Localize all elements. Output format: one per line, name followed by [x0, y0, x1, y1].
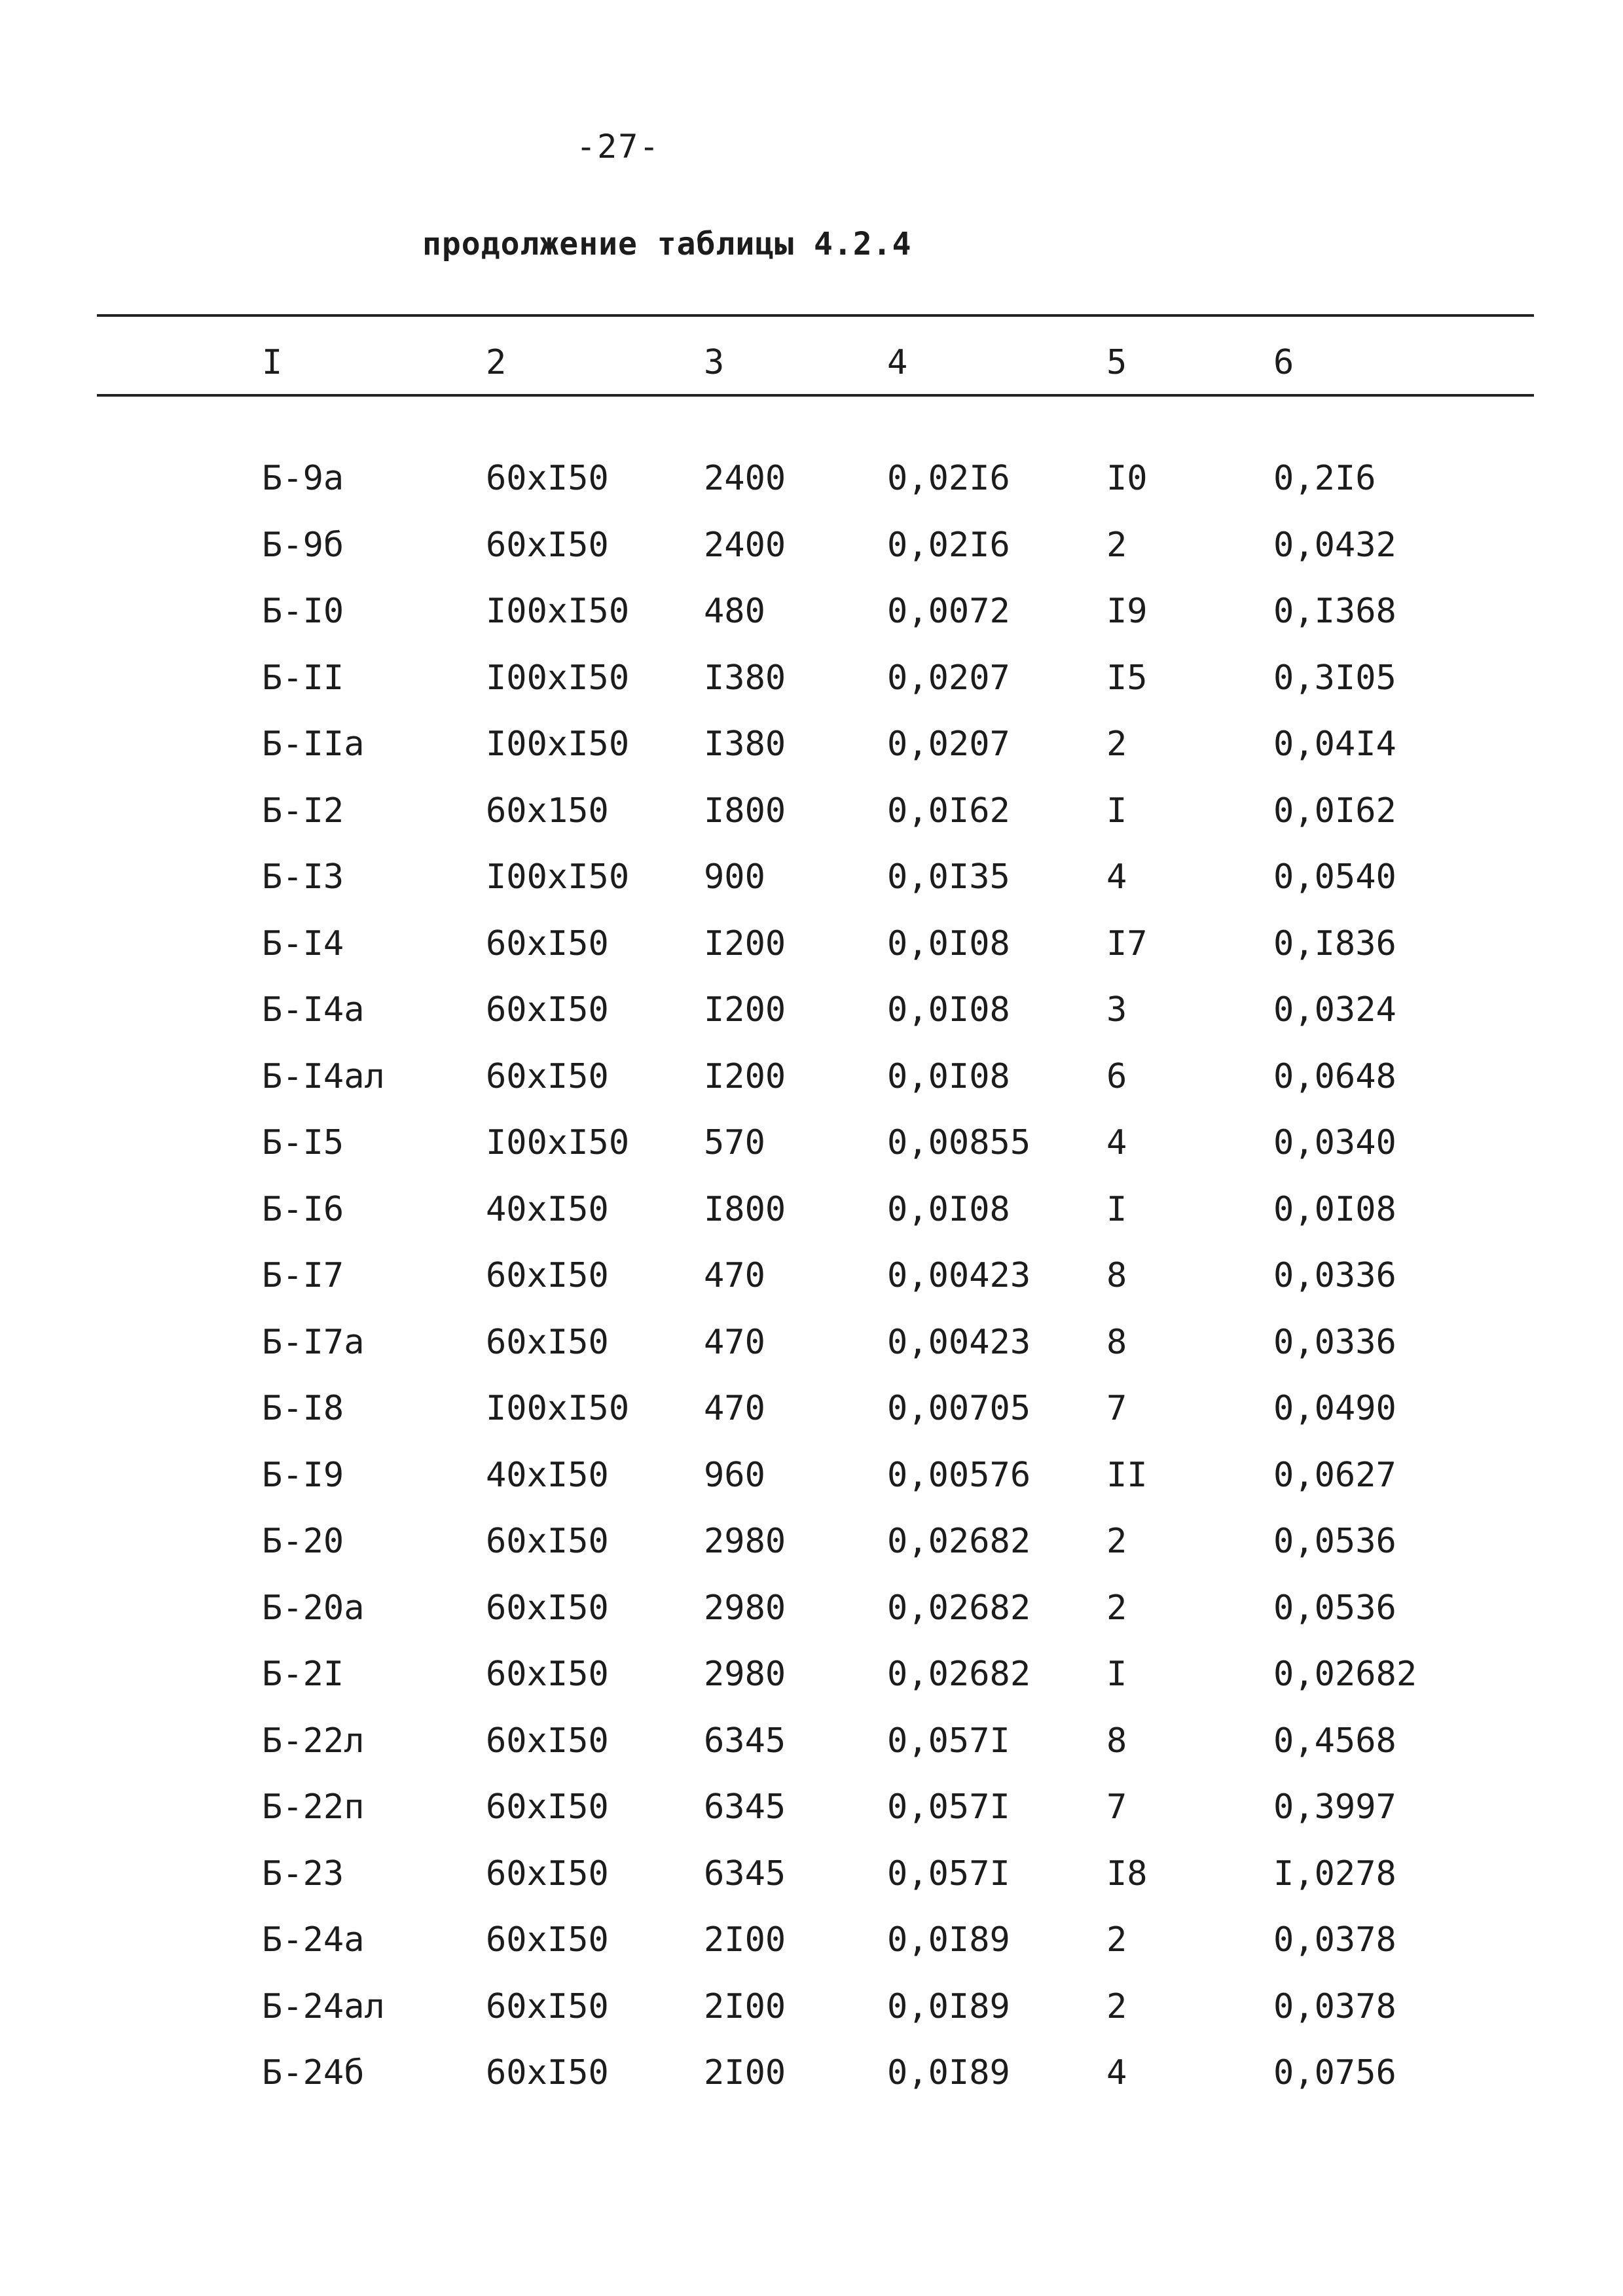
- column-header-3: 3: [704, 343, 725, 382]
- cell-section: 60хI50: [486, 526, 609, 565]
- cell-section: I00хI50: [486, 725, 630, 764]
- cell-total-volume: 0,0432: [1273, 526, 1396, 565]
- cell-length: 2400: [704, 459, 786, 498]
- cell-total-volume: 0,3I05: [1273, 658, 1396, 698]
- cell-count: 4: [1106, 2053, 1127, 2092]
- cell-mark: Б-I4а: [262, 990, 365, 1030]
- cell-length: 2I00: [704, 2053, 786, 2092]
- cell-total-volume: I,0278: [1273, 1854, 1396, 1893]
- cell-section: 60хI50: [486, 924, 609, 963]
- cell-volume: 0,0I08: [887, 1190, 1010, 1229]
- cell-total-volume: 0,0756: [1273, 2053, 1396, 2092]
- cell-volume: 0,02I6: [887, 459, 1010, 498]
- cell-total-volume: 0,0627: [1273, 1456, 1396, 1495]
- cell-volume: 0,0072: [887, 592, 1010, 631]
- cell-mark: Б-I0: [262, 592, 344, 631]
- cell-mark: Б-I2: [262, 791, 344, 831]
- cell-length: I800: [704, 1190, 786, 1229]
- cell-volume: 0,0207: [887, 725, 1010, 764]
- cell-count: I5: [1106, 658, 1148, 698]
- cell-volume: 0,02682: [887, 1588, 1031, 1628]
- cell-total-volume: 0,0I62: [1273, 791, 1396, 831]
- cell-count: II: [1106, 1456, 1148, 1495]
- cell-count: I8: [1106, 1854, 1148, 1893]
- cell-length: 960: [704, 1456, 765, 1495]
- cell-count: 8: [1106, 1721, 1127, 1761]
- cell-volume: 0,057I: [887, 1721, 1010, 1761]
- cell-section: I00хI50: [486, 1389, 630, 1428]
- cell-length: 2I00: [704, 1987, 786, 2026]
- cell-total-volume: 0,0340: [1273, 1123, 1396, 1162]
- cell-volume: 0,0I08: [887, 990, 1010, 1030]
- cell-length: 6345: [704, 1854, 786, 1893]
- cell-total-volume: 0,I368: [1273, 592, 1396, 631]
- cell-mark: Б-IIа: [262, 725, 365, 764]
- cell-mark: Б-22п: [262, 1787, 365, 1827]
- cell-count: I: [1106, 1655, 1127, 1694]
- cell-section: 60хI50: [486, 990, 609, 1030]
- cell-length: 900: [704, 857, 765, 897]
- cell-total-volume: 0,0648: [1273, 1057, 1396, 1096]
- cell-length: I380: [704, 725, 786, 764]
- cell-length: 2400: [704, 526, 786, 565]
- table-header-rule: [97, 394, 1534, 397]
- column-header-2: 2: [486, 343, 507, 382]
- cell-mark: Б-20а: [262, 1588, 365, 1628]
- cell-section: 60х150: [486, 791, 609, 831]
- cell-volume: 0,0I08: [887, 1057, 1010, 1096]
- cell-volume: 0,0I08: [887, 924, 1010, 963]
- cell-section: 60хI50: [486, 1920, 609, 1960]
- cell-length: I380: [704, 658, 786, 698]
- cell-count: 2: [1106, 526, 1127, 565]
- table-top-rule: [97, 314, 1534, 317]
- page-number: -27-: [576, 128, 661, 166]
- cell-volume: 0,0I35: [887, 857, 1010, 897]
- cell-section: 40хI50: [486, 1456, 609, 1495]
- cell-mark: Б-I9: [262, 1456, 344, 1495]
- cell-count: I0: [1106, 459, 1148, 498]
- cell-count: 6: [1106, 1057, 1127, 1096]
- column-header-5: 5: [1106, 343, 1127, 382]
- table-caption: продолжение таблицы 4.2.4: [422, 226, 912, 262]
- cell-volume: 0,00576: [887, 1456, 1031, 1495]
- cell-mark: Б-24а: [262, 1920, 365, 1960]
- cell-total-volume: 0,0540: [1273, 857, 1396, 897]
- cell-total-volume: 0,0336: [1273, 1256, 1396, 1295]
- cell-mark: Б-24б: [262, 2053, 365, 2092]
- cell-length: 2980: [704, 1655, 786, 1694]
- cell-count: I: [1106, 1190, 1127, 1229]
- cell-total-volume: 0,0378: [1273, 1920, 1396, 1960]
- cell-volume: 0,057I: [887, 1854, 1010, 1893]
- cell-mark: Б-9б: [262, 526, 344, 565]
- cell-count: 2: [1106, 1522, 1127, 1561]
- cell-count: 7: [1106, 1787, 1127, 1827]
- cell-mark: Б-I7а: [262, 1323, 365, 1362]
- cell-section: 60хI50: [486, 1057, 609, 1096]
- cell-volume: 0,0I62: [887, 791, 1010, 831]
- cell-total-volume: 0,04I4: [1273, 725, 1396, 764]
- cell-count: 2: [1106, 1920, 1127, 1960]
- cell-section: 60хI50: [486, 1588, 609, 1628]
- cell-section: 60хI50: [486, 2053, 609, 2092]
- cell-volume: 0,00423: [887, 1323, 1031, 1362]
- cell-section: 40хI50: [486, 1190, 609, 1229]
- cell-length: 2I00: [704, 1920, 786, 1960]
- cell-mark: Б-23: [262, 1854, 344, 1893]
- cell-section: 60хI50: [486, 1655, 609, 1694]
- cell-length: 2980: [704, 1588, 786, 1628]
- cell-count: 7: [1106, 1389, 1127, 1428]
- cell-length: 6345: [704, 1721, 786, 1761]
- column-header-4: 4: [887, 343, 908, 382]
- cell-section: 60хI50: [486, 1522, 609, 1561]
- cell-total-volume: 0,0336: [1273, 1323, 1396, 1362]
- cell-length: 6345: [704, 1787, 786, 1827]
- cell-mark: Б-9а: [262, 459, 344, 498]
- cell-length: 2980: [704, 1522, 786, 1561]
- cell-count: I: [1106, 791, 1127, 831]
- cell-volume: 0,0207: [887, 658, 1010, 698]
- cell-mark: Б-I6: [262, 1190, 344, 1229]
- cell-section: 60хI50: [486, 1854, 609, 1893]
- cell-count: I9: [1106, 592, 1148, 631]
- cell-section: 60хI50: [486, 1323, 609, 1362]
- cell-section: 60хI50: [486, 1987, 609, 2026]
- cell-length: 470: [704, 1323, 765, 1362]
- cell-mark: Б-2I: [262, 1655, 344, 1694]
- cell-length: 470: [704, 1256, 765, 1295]
- cell-volume: 0,057I: [887, 1787, 1010, 1827]
- cell-mark: Б-24ал: [262, 1987, 385, 2026]
- cell-volume: 0,00423: [887, 1256, 1031, 1295]
- cell-section: I00хI50: [486, 658, 630, 698]
- cell-count: I7: [1106, 924, 1148, 963]
- cell-volume: 0,0I89: [887, 2053, 1010, 2092]
- cell-total-volume: 0,0536: [1273, 1522, 1396, 1561]
- cell-section: I00хI50: [486, 1123, 630, 1162]
- cell-mark: Б-I3: [262, 857, 344, 897]
- cell-count: 2: [1106, 1588, 1127, 1628]
- cell-mark: Б-20: [262, 1522, 344, 1561]
- cell-mark: Б-I8: [262, 1389, 344, 1428]
- cell-section: I00хI50: [486, 857, 630, 897]
- cell-length: I800: [704, 791, 786, 831]
- cell-count: 8: [1106, 1323, 1127, 1362]
- cell-section: 60хI50: [486, 1721, 609, 1761]
- cell-total-volume: 0,2I6: [1273, 459, 1376, 498]
- cell-total-volume: 0,0I08: [1273, 1190, 1396, 1229]
- cell-volume: 0,02682: [887, 1522, 1031, 1561]
- cell-length: I200: [704, 990, 786, 1030]
- cell-section: 60хI50: [486, 1787, 609, 1827]
- cell-length: 570: [704, 1123, 765, 1162]
- cell-volume: 0,02682: [887, 1655, 1031, 1694]
- cell-volume: 0,00855: [887, 1123, 1031, 1162]
- cell-total-volume: 0,0324: [1273, 990, 1396, 1030]
- cell-volume: 0,0I89: [887, 1987, 1010, 2026]
- cell-count: 3: [1106, 990, 1127, 1030]
- cell-volume: 0,0I89: [887, 1920, 1010, 1960]
- cell-length: 480: [704, 592, 765, 631]
- cell-section: 60хI50: [486, 1256, 609, 1295]
- cell-mark: Б-I5: [262, 1123, 344, 1162]
- cell-total-volume: 0,4568: [1273, 1721, 1396, 1761]
- cell-count: 2: [1106, 1987, 1127, 2026]
- cell-volume: 0,00705: [887, 1389, 1031, 1428]
- cell-length: I200: [704, 1057, 786, 1096]
- cell-length: 470: [704, 1389, 765, 1428]
- cell-total-volume: 0,02682: [1273, 1655, 1417, 1694]
- cell-section: 60хI50: [486, 459, 609, 498]
- cell-length: I200: [704, 924, 786, 963]
- cell-count: 4: [1106, 1123, 1127, 1162]
- cell-mark: Б-I7: [262, 1256, 344, 1295]
- column-header-1: I: [262, 343, 283, 382]
- cell-mark: Б-I4ал: [262, 1057, 385, 1096]
- cell-total-volume: 0,3997: [1273, 1787, 1396, 1827]
- cell-count: 4: [1106, 857, 1127, 897]
- cell-total-volume: 0,0490: [1273, 1389, 1396, 1428]
- cell-total-volume: 0,0536: [1273, 1588, 1396, 1628]
- cell-total-volume: 0,I836: [1273, 924, 1396, 963]
- cell-section: I00хI50: [486, 592, 630, 631]
- cell-mark: Б-II: [262, 658, 344, 698]
- cell-mark: Б-I4: [262, 924, 344, 963]
- cell-count: 8: [1106, 1256, 1127, 1295]
- cell-volume: 0,02I6: [887, 526, 1010, 565]
- cell-count: 2: [1106, 725, 1127, 764]
- cell-total-volume: 0,0378: [1273, 1987, 1396, 2026]
- cell-mark: Б-22л: [262, 1721, 365, 1761]
- column-header-6: 6: [1273, 343, 1294, 382]
